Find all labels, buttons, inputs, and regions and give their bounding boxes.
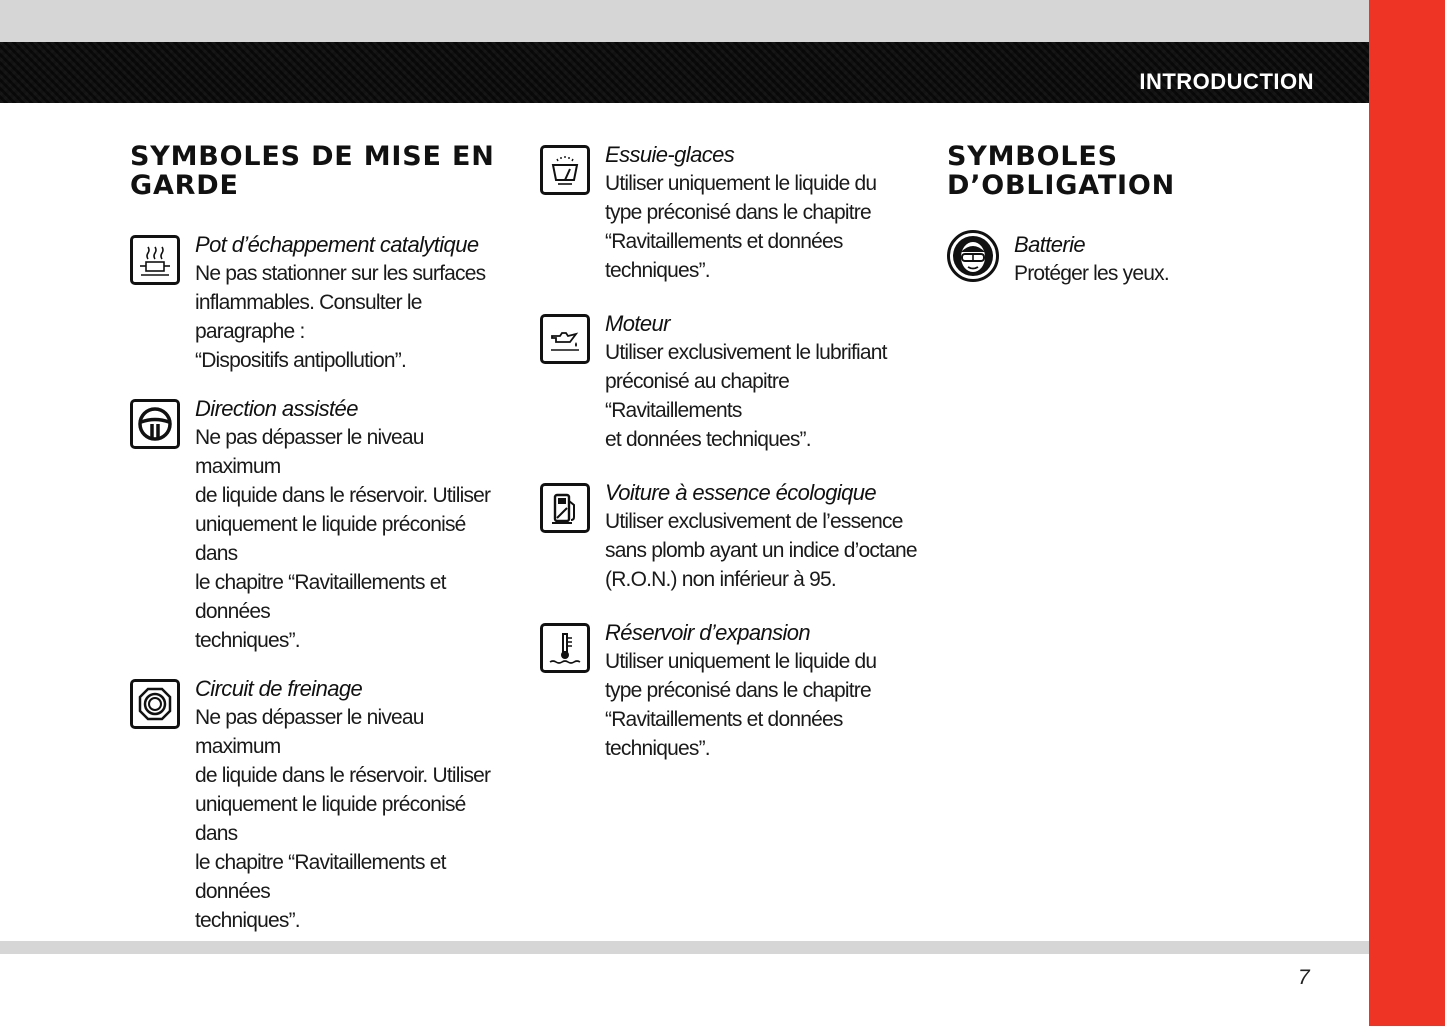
entry-title: Réservoir d’expansion [605,620,811,645]
warning-entry-engine [540,309,920,454]
top-margin-band [0,0,1369,42]
entry-body: Ne pas stationner sur les surfaces inflammables. Consulter le paragraphe : “Dispositifs antipollution”. [195,262,486,372]
entry-body: Ne pas dépasser le niveau maximum de liquide dans le réservoir. Utiliser uniquement le liquide préconisé dans le chapitre “Ravitaillements et données techniques”. [195,426,491,652]
windscreen-washer-icon [540,145,590,195]
chapter-tab [1369,0,1445,1026]
unleaded-fuel-icon [540,483,590,533]
entry-title: Essuie-glaces [605,142,735,167]
obligation-section-heading: SYMBOLES D’OBLIGATION [947,141,1176,201]
catalytic-exhaust-icon [130,235,180,285]
entry-body: Utiliser uniquement le liquide du type préconisé dans le chapitre “Ravitaillements et données techniques”. [605,172,877,282]
warning-column-1 [130,142,510,954]
entry-title: Circuit de freinage [195,676,363,701]
entry-title: Voiture à essence écologique [605,480,877,505]
warning-entry-coolant [540,618,920,763]
entry-title: Pot d’échappement catalytique [195,232,479,257]
section-title-banner: INTRODUCTION [1139,69,1314,94]
entry-body: Utiliser exclusivement le lubrifiant préconisé au chapitre “Ravitaillements et données techniques”. [605,341,887,451]
entry-body: Utiliser uniquement le liquide du type préconisé dans le chapitre “Ravitaillements et données techniques”. [605,650,877,760]
warning-section-heading: SYMBOLES DE MISE EN GARDE [130,141,495,201]
warning-entry-catalytic [130,230,510,375]
obligation-entry-battery [947,230,1327,288]
entry-title: Moteur [605,311,670,336]
entry-title: Direction assistée [195,396,358,421]
engine-oil-icon [540,314,590,364]
page-number: 7 [1298,966,1310,989]
entry-title: Batterie [1014,232,1086,257]
warning-column-2 [540,140,920,782]
header-banner [0,42,1369,103]
brake-circuit-icon [130,679,180,729]
warning-entry-steering [130,394,510,655]
coolant-expansion-icon [540,623,590,673]
warning-entry-washer [540,140,920,285]
warning-entry-brakes [130,674,510,935]
entry-body: Protéger les yeux. [1014,262,1169,285]
eye-protection-icon [947,230,999,282]
entry-body: Ne pas dépasser le niveau maximum de liquide dans le réservoir. Utiliser uniquement le liquide préconisé dans le chapitre “Ravitaillements et données techniques”. [195,706,491,932]
steering-wheel-icon [130,399,180,449]
entry-body: Utiliser exclusivement de l’essence sans plomb ayant un indice d’octane (R.O.N.) non inférieur à 95. [605,510,917,591]
warning-entry-fuel [540,478,920,594]
obligation-column [947,142,1327,307]
footer-rule [0,941,1369,954]
